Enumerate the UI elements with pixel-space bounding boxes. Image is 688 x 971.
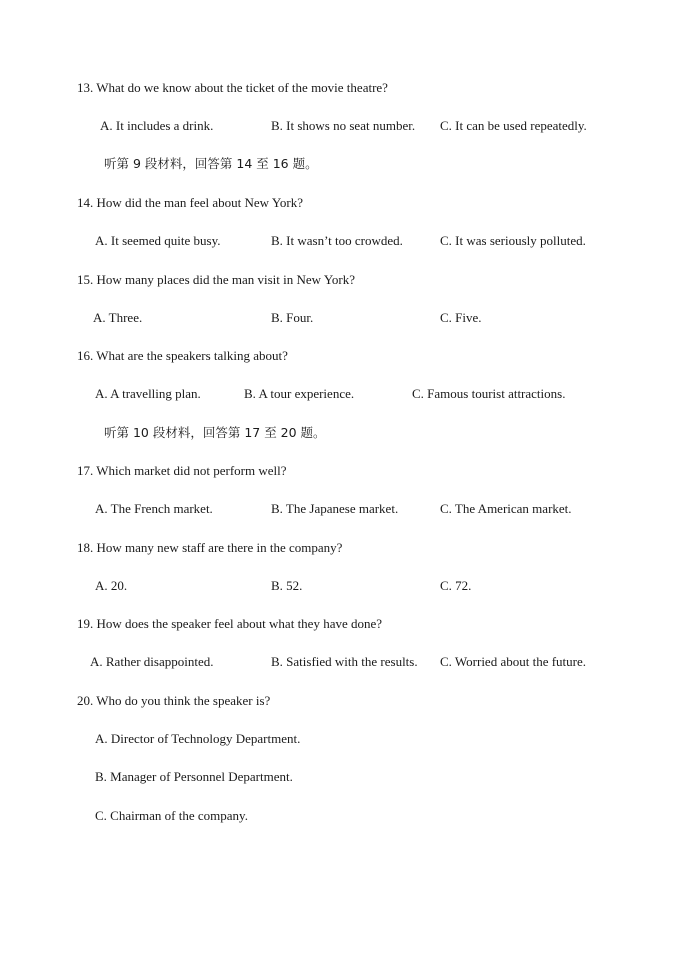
question-20: 20. Who do you think the speaker is? — [77, 693, 271, 708]
question-14: 14. How did the man feel about New York? — [77, 195, 304, 210]
question-17: 17. Which market did not perform well? — [77, 463, 287, 478]
option-b: B. 52. — [271, 578, 303, 593]
section-instruction: 听第 10 段材料，回答第 17 至 20 题。 — [104, 425, 326, 440]
option-c: C. It was seriously polluted. — [440, 233, 586, 248]
option-b: B. Satisfied with the results. — [271, 654, 418, 669]
option-c: C. Chairman of the company. — [95, 808, 248, 823]
option-c: C. Famous tourist attractions. — [412, 386, 566, 401]
option-c: C. It can be used repeatedly. — [440, 118, 587, 133]
option-b: B. Manager of Personnel Department. — [95, 769, 293, 784]
option-a: A. The French market. — [95, 501, 213, 516]
option-b: B. A tour experience. — [244, 386, 355, 401]
option-b: B. It shows no seat number. — [271, 118, 416, 133]
option-a: A. Rather disappointed. — [90, 654, 214, 669]
option-b: B. The Japanese market. — [271, 501, 399, 516]
option-c: C. The American market. — [440, 501, 572, 516]
option-a: A. Three. — [93, 310, 143, 325]
question-16: 16. What are the speakers talking about? — [77, 348, 288, 363]
option-a: A. A travelling plan. — [95, 386, 201, 401]
option-b: B. Four. — [271, 310, 314, 325]
option-a: A. Director of Technology Department. — [95, 731, 301, 746]
section-instruction: 听第 9 段材料，回答第 14 至 16 题。 — [104, 156, 318, 171]
question-13: 13. What do we know about the ticket of the movie theatre? — [77, 80, 388, 95]
option-c: C. 72. — [440, 578, 472, 593]
question-15: 15. How many places did the man visit in New York? — [77, 272, 356, 287]
question-19: 19. How does the speaker feel about what they have done? — [77, 616, 383, 631]
option-a: A. 20. — [95, 578, 128, 593]
option-c: C. Worried about the future. — [440, 654, 587, 669]
option-a: A. It includes a drink. — [100, 118, 214, 133]
option-c: C. Five. — [440, 310, 482, 325]
option-a: A. It seemed quite busy. — [95, 233, 221, 248]
question-18: 18. How many new staff are there in the company? — [77, 540, 343, 555]
option-b: B. It wasn’t too crowded. — [271, 233, 403, 248]
